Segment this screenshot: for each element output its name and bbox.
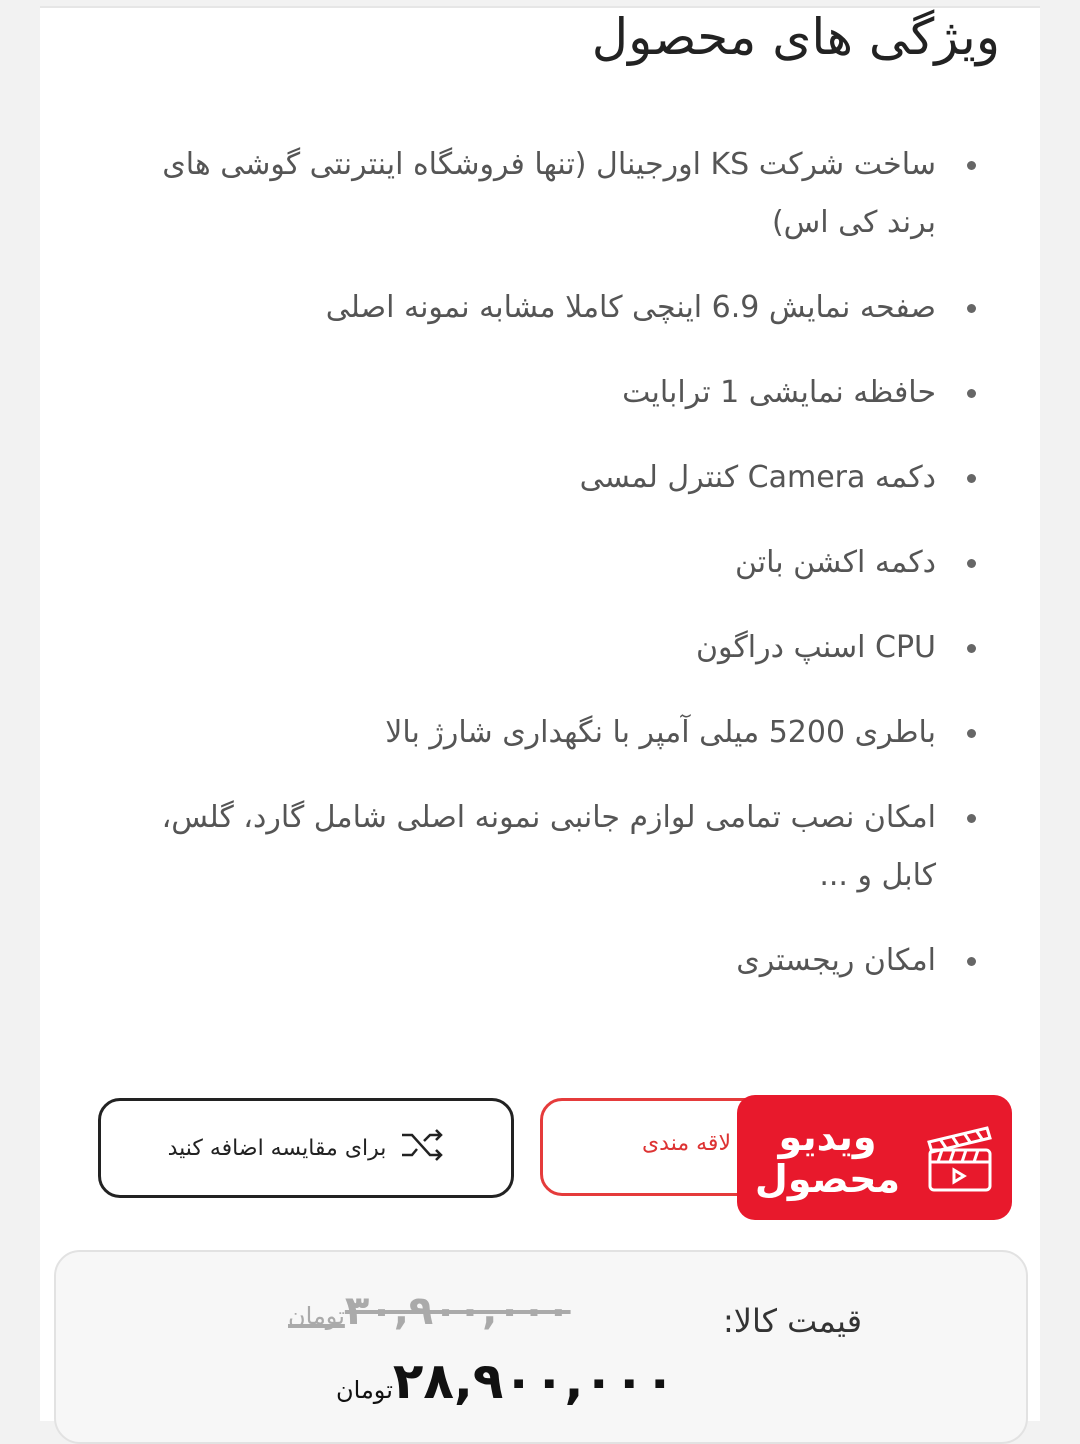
add-to-compare-button[interactable] (98, 1098, 514, 1198)
compare-label: برای مقایسه اضافه کنید (167, 1135, 387, 1161)
feature-item: امکان ریجستری (126, 932, 976, 990)
feature-item: دکمه Camera کنترل لمسی (126, 449, 976, 507)
price-label: قیمت کالا: (722, 1302, 862, 1340)
product-video-button[interactable] (737, 1095, 1012, 1220)
current-price-value: ۲۸,۹۰۰,۰۰۰ (392, 1352, 676, 1410)
price-box (54, 1250, 1028, 1444)
section-title: ویژگی های محصول (591, 8, 1000, 66)
feature-item: امکان نصب تمامی لوازم جانبی نمونه اصلی شامل گارد، گلس، کابل و ... (126, 789, 976, 905)
current-price-currency: تومان (336, 1376, 393, 1404)
old-price-value: ۳۰,۹۰۰,۰۰۰ (344, 1288, 571, 1334)
product-page (40, 6, 1040, 1421)
feature-item: باطری 5200 میلی آمپر با نگهداری شارژ بالا (126, 704, 976, 762)
old-price (288, 1288, 571, 1334)
video-label-line2: محصول (754, 1156, 901, 1201)
feature-list (126, 136, 976, 1017)
feature-item: ساخت شرکت KS اورجینال (تنها فروشگاه اینترنتی گوشی های برند کی اس) (126, 136, 976, 252)
feature-item: CPU اسنپ دراگون (126, 619, 976, 677)
video-label-line1: ویدیو (778, 1114, 877, 1159)
feature-item: دکمه اکشن باتن (126, 534, 976, 592)
shuffle-icon (400, 1127, 444, 1169)
current-price (336, 1352, 675, 1410)
wishlist-label: لاقه مندی (641, 1131, 731, 1156)
feature-item: صفحه نمایش 6.9 اینچی کاملا مشابه نمونه اصلی (126, 279, 976, 337)
old-price-currency: تومان (288, 1302, 345, 1330)
clapperboard-icon (926, 1118, 994, 1198)
feature-item: حافظه نمایشی 1 ترابایت (126, 364, 976, 422)
